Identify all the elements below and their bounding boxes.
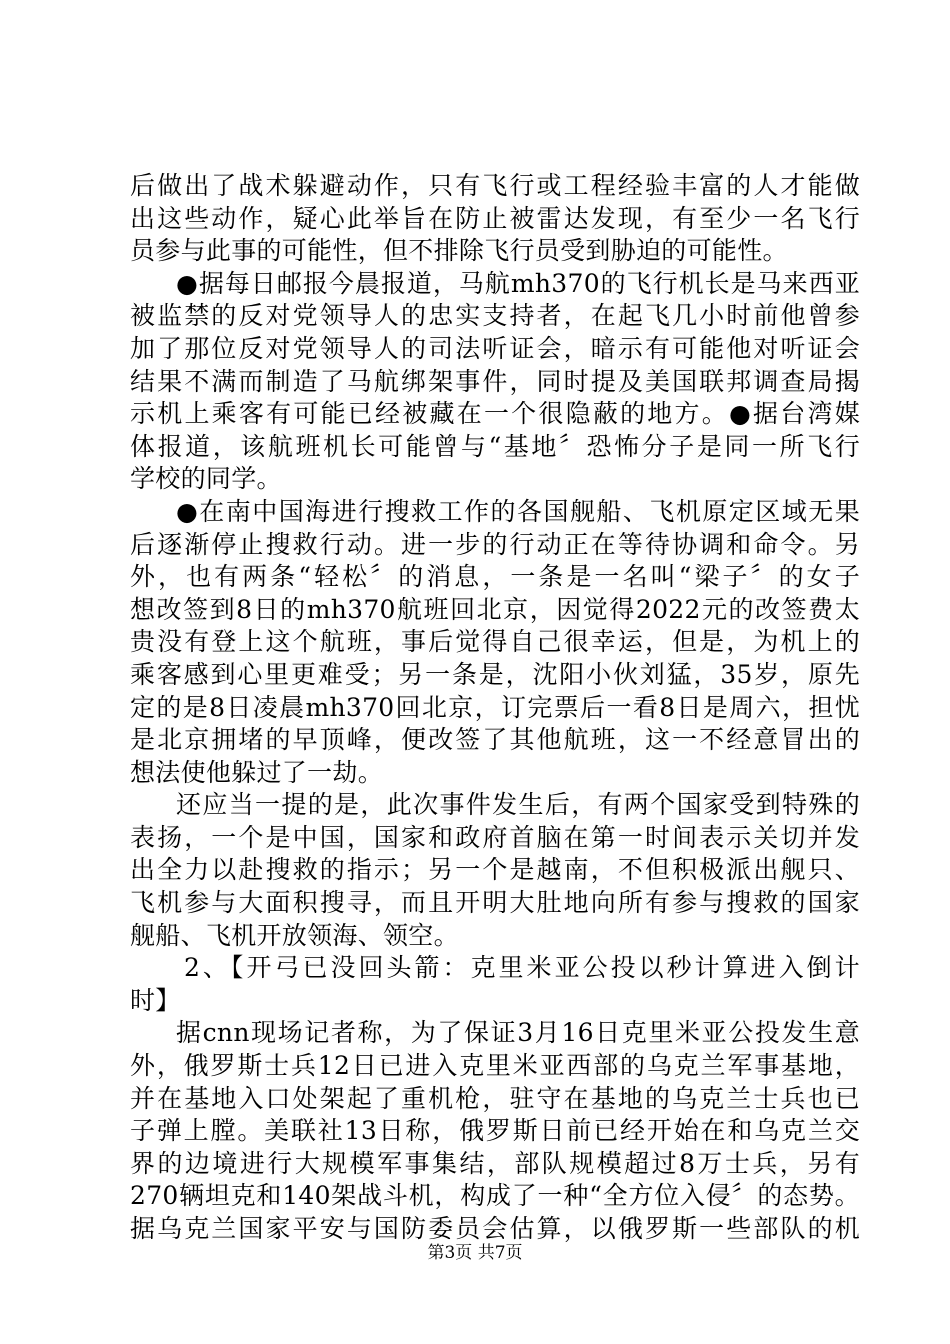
text-line: 表扬，一个是中国，国家和政府首脑在第一时间表示关切并发 (130, 822, 860, 852)
text-line: 定的是8日凌晨mh370回北京，订完票后一看8日是周六，担忧 (130, 692, 860, 722)
text-line: 出全力以赴搜救的指示；另一个是越南，不但积极派出舰只、 (130, 855, 860, 885)
text-line: 270辆坦克和140架战斗机，构成了一种“全方位入侵〞的态势。 (130, 1181, 860, 1211)
text-line: 子弹上膛。美联社13日称，俄罗斯日前已经开始在和乌克兰交 (130, 1116, 860, 1146)
text-line: 乘客感到心里更难受；另一条是，沈阳小伙刘猛，35岁，原先 (130, 659, 860, 689)
section-heading: 2、【开弓已没回头箭：克里米亚公投以秒计算进入倒计 (184, 953, 860, 983)
text-line: 据cnn现场记者称，为了保证3月16日克里米亚公投发生意 (176, 1018, 860, 1048)
page-number-footer: 第3页 共7页 (427, 1243, 523, 1263)
text-line: 体报道，该航班机长可能曾与“基地〞恐怖分子是同一所飞行 (130, 431, 860, 461)
text-line: 后逐渐停止搜救行动。进一步的行动正在等待协调和命令。另 (130, 529, 860, 559)
text-line: 想改签到8日的mh370航班回北京，因觉得2022元的改签费太 (130, 594, 860, 624)
text-line: 还应当一提的是，此次事件发生后，有两个国家受到特殊的 (176, 790, 860, 820)
text-line: 员参与此事的可能性，但不排除飞行员受到胁迫的可能性。 (130, 236, 788, 266)
text-line: 贵没有登上这个航班，事后觉得自己很幸运，但是，为机上的 (130, 627, 860, 657)
text-line: 加了那位反对党领导人的司法听证会，暗示有可能他对听证会 (130, 333, 860, 363)
text-line: 外，也有两条“轻松〞的消息，一条是一名叫“梁子〞的女子 (130, 562, 860, 592)
text-line: 示机上乘客有可能已经被藏在一个很隐蔽的地方。●据台湾媒 (130, 399, 860, 429)
text-line: 外，俄罗斯士兵12日已进入克里米亚西部的乌克兰军事基地， (130, 1051, 860, 1081)
body-text (130, 170, 860, 1246)
text-line: ●在南中国海进行搜救工作的各国舰船、飞机原定区域无果 (176, 496, 860, 526)
text-line: 并在基地入口处架起了重机枪，驻守在基地的乌克兰士兵也已 (130, 1083, 860, 1113)
text-line: 被监禁的反对党领导人的忠实支持者，在起飞几小时前他曾参 (130, 301, 860, 331)
text-line: 是北京拥堵的早顶峰，便改签了其他航班，这一不经意冒出的 (130, 725, 860, 755)
text-line: ●据每日邮报今晨报道，马航mh370的飞行机长是马来西亚 (176, 268, 860, 298)
text-line: 据乌克兰国家平安与国防委员会估算，以俄罗斯一些部队的机 (130, 1214, 860, 1243)
section-heading-continued: 时】 (130, 985, 181, 1015)
text-line: 舰船、飞机开放领海、领空。 (130, 920, 459, 950)
text-line: 飞机参与大面积搜寻，而且开明大肚地向所有参与搜救的国家 (130, 888, 860, 918)
text-line: 学校的同学。 (130, 464, 282, 494)
text-line: 结果不满而制造了马航绑架事件，同时提及美国联邦调查局揭 (130, 366, 860, 396)
text-line: 想法使他躲过了一劫。 (130, 757, 384, 787)
text-line: 出这些动作，疑心此举旨在防止被雷达发现，有至少一名飞行 (130, 203, 860, 233)
text-line: 界的边境进行大规模军事集结，部队规模超过8万士兵，另有 (130, 1148, 860, 1178)
text-line: 后做出了战术躲避动作，只有飞行或工程经验丰富的人才能做 (130, 171, 860, 200)
